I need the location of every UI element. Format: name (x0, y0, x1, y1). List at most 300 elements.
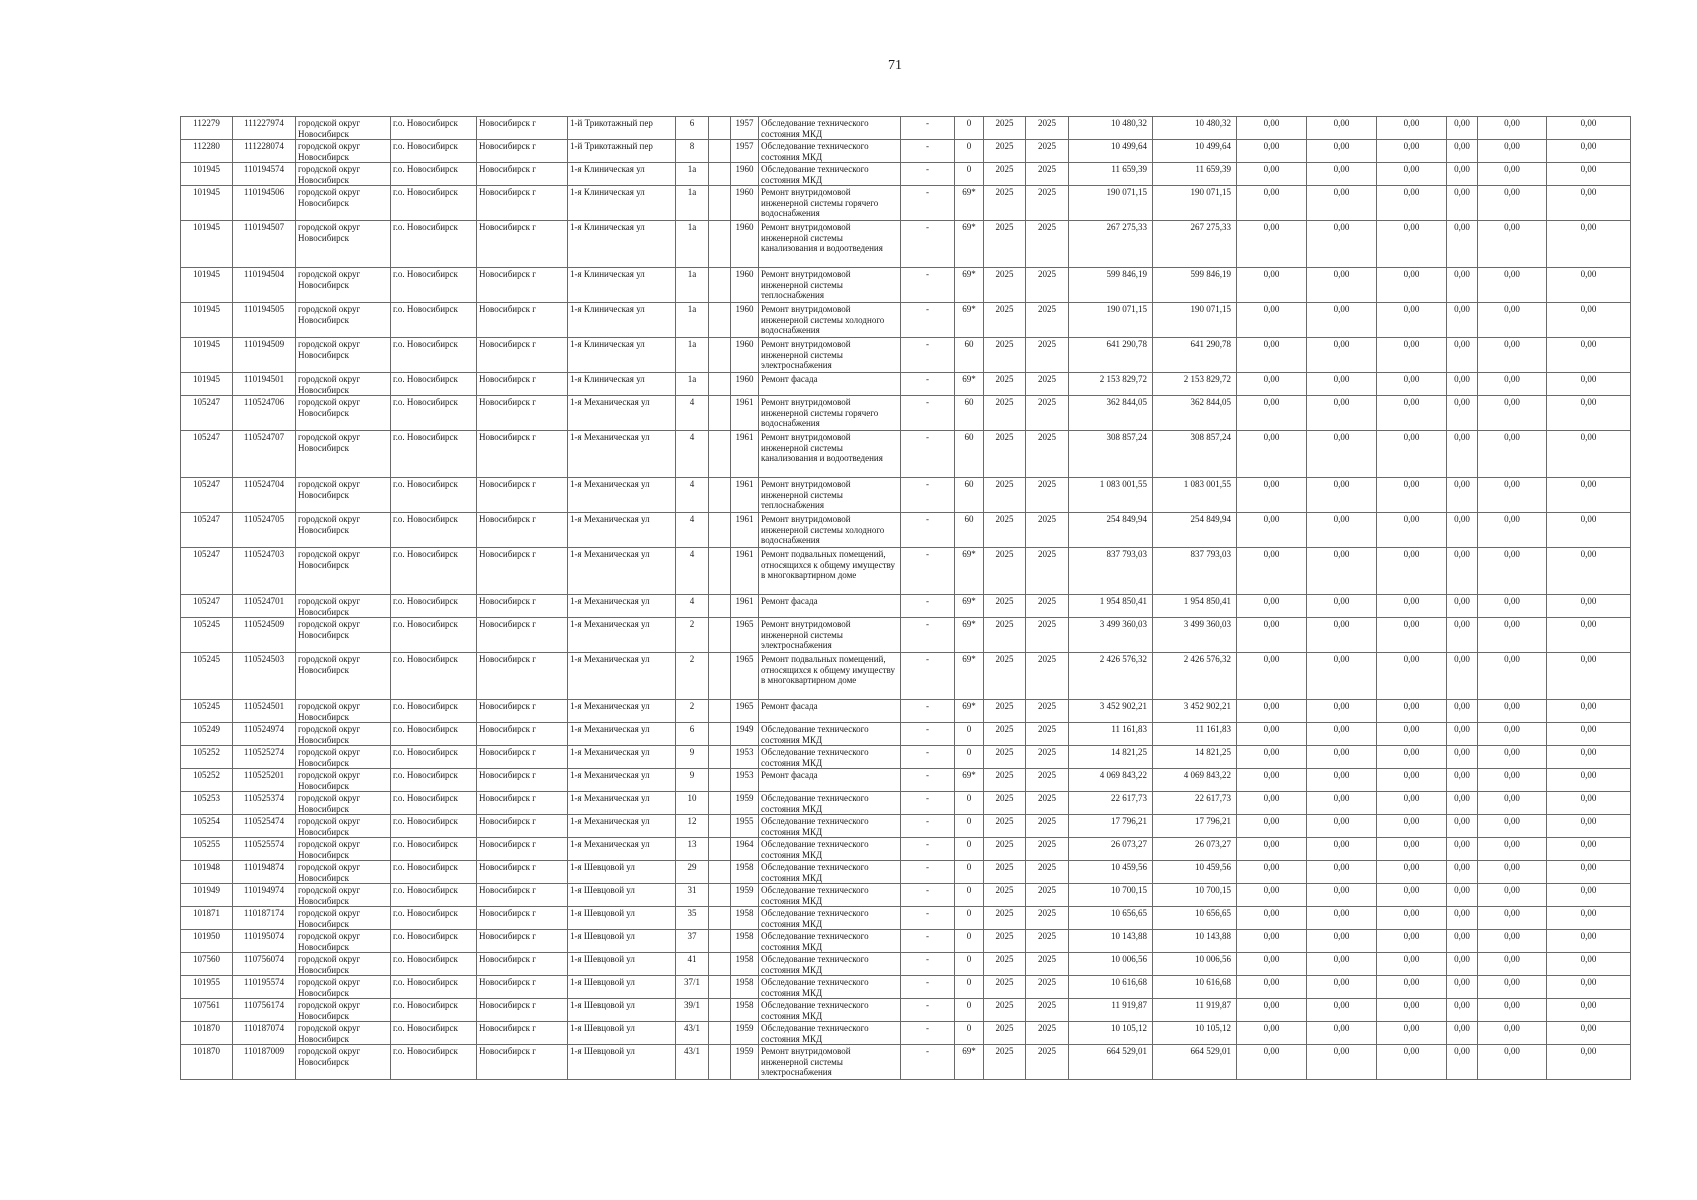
cell-cost-col-5: 0,00 (1377, 303, 1447, 338)
table-row (181, 117, 1631, 140)
table-row (181, 792, 1631, 815)
cell-municipality: городской округ Новосибирск (296, 221, 391, 268)
cell-municipality: городской округ Новосибирск (296, 478, 391, 513)
table-row (181, 1022, 1631, 1045)
cell-cost-col-8: 0,00 (1547, 838, 1631, 861)
cell-cost-col-8: 0,00 (1547, 140, 1631, 163)
cell-cost-col-3: 0,00 (1237, 792, 1307, 815)
cell-cost-col-3: 0,00 (1237, 930, 1307, 953)
cell-total-cost: 362 844,05 (1069, 396, 1153, 431)
cell-municipality: городской округ Новосибирск (296, 700, 391, 723)
cell-cost-fund: 641 290,78 (1153, 338, 1237, 373)
cell-district: г.о. Новосибирск (391, 792, 477, 815)
cell-cost-col-8: 0,00 (1547, 976, 1631, 999)
cell-percent: 69* (955, 618, 984, 653)
cell-building (709, 815, 731, 838)
cell-cost-col-6: 0,00 (1447, 653, 1478, 700)
cell-cost-fund: 267 275,33 (1153, 221, 1237, 268)
cell-percent: 0 (955, 746, 984, 769)
cell-cost-fund: 11 919,87 (1153, 999, 1237, 1022)
cell-locality: Новосибирск г (477, 769, 568, 792)
cell-district: г.о. Новосибирск (391, 513, 477, 548)
cell-house-number: 6 (676, 117, 709, 140)
cell-work-type: Ремонт внутридомовой инженерной системы горячего водоснабжения (759, 396, 901, 431)
cell-cost-fund: 10 616,68 (1153, 976, 1237, 999)
cell-work-id: 110524707 (233, 431, 296, 478)
cell-cost-col-4: 0,00 (1307, 221, 1377, 268)
cell-total-cost: 22 617,73 (1069, 792, 1153, 815)
cell-total-cost: 664 529,01 (1069, 1045, 1153, 1080)
cell-cost-col-4: 0,00 (1307, 653, 1377, 700)
cell-blank-col: - (901, 431, 955, 478)
table-row (181, 186, 1631, 221)
cell-house-number: 1а (676, 268, 709, 303)
cell-building (709, 140, 731, 163)
cell-cost-col-5: 0,00 (1377, 700, 1447, 723)
cell-cost-col-7: 0,00 (1478, 792, 1547, 815)
cell-building (709, 1045, 731, 1080)
cell-district: г.о. Новосибирск (391, 221, 477, 268)
cell-cost-fund: 10 499,64 (1153, 140, 1237, 163)
cell-percent: 0 (955, 838, 984, 861)
cell-locality: Новосибирск г (477, 723, 568, 746)
cell-street: 1-я Клиническая ул (568, 373, 676, 396)
cell-house-id: 105247 (181, 478, 233, 513)
cell-build-year: 1965 (731, 700, 759, 723)
cell-district: г.о. Новосибирск (391, 186, 477, 221)
table-row (181, 861, 1631, 884)
cell-total-cost: 641 290,78 (1069, 338, 1153, 373)
cell-work-type: Ремонт фасада (759, 769, 901, 792)
table-row (181, 303, 1631, 338)
cell-percent: 0 (955, 930, 984, 953)
cell-cost-col-5: 0,00 (1377, 976, 1447, 999)
cell-house-id: 105245 (181, 700, 233, 723)
cell-blank-col: - (901, 303, 955, 338)
cell-total-cost: 10 700,15 (1069, 884, 1153, 907)
cell-locality: Новосибирск г (477, 999, 568, 1022)
cell-district: г.о. Новосибирск (391, 653, 477, 700)
cell-total-cost: 2 153 829,72 (1069, 373, 1153, 396)
cell-building (709, 861, 731, 884)
cell-house-number: 4 (676, 478, 709, 513)
cell-blank-col: - (901, 221, 955, 268)
table-row (181, 838, 1631, 861)
cell-percent: 69* (955, 221, 984, 268)
cell-cost-col-5: 0,00 (1377, 268, 1447, 303)
cell-street: 1-я Шевцовой ул (568, 1022, 676, 1045)
cell-blank-col: - (901, 595, 955, 618)
cell-cost-col-7: 0,00 (1478, 930, 1547, 953)
cell-year-end: 2025 (1026, 396, 1069, 431)
cell-municipality: городской округ Новосибирск (296, 186, 391, 221)
cell-work-type: Ремонт внутридомовой инженерной системы электроснабжения (759, 618, 901, 653)
cell-cost-col-8: 0,00 (1547, 117, 1631, 140)
cell-municipality: городской округ Новосибирск (296, 953, 391, 976)
cell-house-number: 9 (676, 769, 709, 792)
cell-cost-col-4: 0,00 (1307, 478, 1377, 513)
cell-building (709, 117, 731, 140)
cell-work-id: 110525474 (233, 815, 296, 838)
cell-percent: 0 (955, 1022, 984, 1045)
cell-build-year: 1957 (731, 117, 759, 140)
cell-house-id: 105247 (181, 396, 233, 431)
table-row (181, 976, 1631, 999)
table-row (181, 478, 1631, 513)
cell-blank-col: - (901, 186, 955, 221)
cell-year-start: 2025 (984, 338, 1026, 373)
cell-cost-col-5: 0,00 (1377, 513, 1447, 548)
cell-year-end: 2025 (1026, 861, 1069, 884)
table-row (181, 548, 1631, 595)
cell-total-cost: 4 069 843,22 (1069, 769, 1153, 792)
cell-blank-col: - (901, 373, 955, 396)
cell-total-cost: 17 796,21 (1069, 815, 1153, 838)
cell-cost-col-4: 0,00 (1307, 930, 1377, 953)
cell-total-cost: 10 616,68 (1069, 976, 1153, 999)
cell-cost-col-3: 0,00 (1237, 140, 1307, 163)
cell-municipality: городской округ Новосибирск (296, 117, 391, 140)
cell-cost-col-3: 0,00 (1237, 338, 1307, 373)
cell-cost-col-8: 0,00 (1547, 953, 1631, 976)
cell-build-year: 1959 (731, 1045, 759, 1080)
cell-build-year: 1965 (731, 653, 759, 700)
cell-work-id: 110194506 (233, 186, 296, 221)
cell-work-id: 110187074 (233, 1022, 296, 1045)
cell-build-year: 1960 (731, 303, 759, 338)
cell-building (709, 723, 731, 746)
cell-cost-col-3: 0,00 (1237, 861, 1307, 884)
cell-percent: 69* (955, 769, 984, 792)
cell-work-type: Обследование технического состояния МКД (759, 746, 901, 769)
cell-house-number: 43/1 (676, 1022, 709, 1045)
cell-street: 1-я Клиническая ул (568, 221, 676, 268)
cell-blank-col: - (901, 268, 955, 303)
cell-cost-col-8: 0,00 (1547, 999, 1631, 1022)
cell-building (709, 769, 731, 792)
cell-year-end: 2025 (1026, 431, 1069, 478)
cell-locality: Новосибирск г (477, 861, 568, 884)
cell-work-type: Обследование технического состояния МКД (759, 999, 901, 1022)
cell-building (709, 338, 731, 373)
cell-work-id: 110524706 (233, 396, 296, 431)
cell-blank-col: - (901, 838, 955, 861)
cell-work-type: Обследование технического состояния МКД (759, 884, 901, 907)
cell-cost-col-3: 0,00 (1237, 746, 1307, 769)
cell-work-id: 110524509 (233, 618, 296, 653)
cell-percent: 0 (955, 953, 984, 976)
cell-blank-col: - (901, 140, 955, 163)
cell-street: 1-я Механическая ул (568, 431, 676, 478)
cell-house-number: 4 (676, 431, 709, 478)
cell-total-cost: 10 143,88 (1069, 930, 1153, 953)
cell-work-id: 110524503 (233, 653, 296, 700)
cell-house-number: 2 (676, 700, 709, 723)
table-row (181, 338, 1631, 373)
cell-year-end: 2025 (1026, 513, 1069, 548)
cell-street: 1-я Шевцовой ул (568, 884, 676, 907)
cell-cost-col-6: 0,00 (1447, 746, 1478, 769)
cell-house-id: 112280 (181, 140, 233, 163)
cell-cost-col-4: 0,00 (1307, 792, 1377, 815)
cell-cost-col-3: 0,00 (1237, 976, 1307, 999)
cell-cost-fund: 190 071,15 (1153, 303, 1237, 338)
page-number: 71 (888, 58, 902, 73)
cell-cost-col-4: 0,00 (1307, 117, 1377, 140)
cell-year-end: 2025 (1026, 723, 1069, 746)
cell-cost-col-4: 0,00 (1307, 268, 1377, 303)
cell-house-id: 105254 (181, 815, 233, 838)
cell-work-id: 110195074 (233, 930, 296, 953)
cell-cost-col-7: 0,00 (1478, 513, 1547, 548)
cell-blank-col: - (901, 999, 955, 1022)
cell-house-number: 4 (676, 513, 709, 548)
cell-cost-col-3: 0,00 (1237, 907, 1307, 930)
cell-year-end: 2025 (1026, 653, 1069, 700)
cell-building (709, 653, 731, 700)
cell-house-number: 1а (676, 373, 709, 396)
cell-building (709, 163, 731, 186)
cell-house-number: 41 (676, 953, 709, 976)
cell-house-id: 101945 (181, 186, 233, 221)
cell-percent: 0 (955, 723, 984, 746)
cell-cost-col-5: 0,00 (1377, 1045, 1447, 1080)
cell-cost-col-6: 0,00 (1447, 338, 1478, 373)
cell-district: г.о. Новосибирск (391, 907, 477, 930)
cell-cost-col-6: 0,00 (1447, 1045, 1478, 1080)
cell-cost-col-7: 0,00 (1478, 431, 1547, 478)
cell-building (709, 838, 731, 861)
cell-blank-col: - (901, 815, 955, 838)
cell-cost-col-7: 0,00 (1478, 1045, 1547, 1080)
cell-cost-col-6: 0,00 (1447, 595, 1478, 618)
cell-year-end: 2025 (1026, 140, 1069, 163)
cell-cost-fund: 190 071,15 (1153, 186, 1237, 221)
cell-cost-col-5: 0,00 (1377, 792, 1447, 815)
cell-street: 1-я Механическая ул (568, 838, 676, 861)
cell-house-id: 101950 (181, 930, 233, 953)
cell-build-year: 1958 (731, 953, 759, 976)
cell-total-cost: 3 499 360,03 (1069, 618, 1153, 653)
cell-year-start: 2025 (984, 723, 1026, 746)
cell-house-number: 31 (676, 884, 709, 907)
cell-district: г.о. Новосибирск (391, 373, 477, 396)
cell-cost-col-6: 0,00 (1447, 792, 1478, 815)
cell-cost-col-3: 0,00 (1237, 548, 1307, 595)
cell-cost-col-3: 0,00 (1237, 478, 1307, 513)
cell-percent: 69* (955, 548, 984, 595)
cell-percent: 69* (955, 700, 984, 723)
cell-cost-col-7: 0,00 (1478, 595, 1547, 618)
cell-cost-col-8: 0,00 (1547, 792, 1631, 815)
cell-year-start: 2025 (984, 792, 1026, 815)
table-row (181, 746, 1631, 769)
cell-work-type: Ремонт внутридомовой инженерной системы холодного водоснабжения (759, 513, 901, 548)
cell-year-start: 2025 (984, 548, 1026, 595)
cell-cost-col-7: 0,00 (1478, 163, 1547, 186)
cell-cost-col-7: 0,00 (1478, 221, 1547, 268)
cell-year-start: 2025 (984, 953, 1026, 976)
cell-district: г.о. Новосибирск (391, 884, 477, 907)
cell-cost-col-5: 0,00 (1377, 396, 1447, 431)
cell-municipality: городской округ Новосибирск (296, 815, 391, 838)
cell-blank-col: - (901, 792, 955, 815)
cell-municipality: городской округ Новосибирск (296, 373, 391, 396)
cell-cost-col-8: 0,00 (1547, 595, 1631, 618)
cell-cost-col-6: 0,00 (1447, 884, 1478, 907)
cell-cost-col-8: 0,00 (1547, 396, 1631, 431)
cell-cost-col-3: 0,00 (1237, 1045, 1307, 1080)
cell-house-id: 105252 (181, 769, 233, 792)
table-row (181, 221, 1631, 268)
cell-year-start: 2025 (984, 838, 1026, 861)
cell-house-id: 101955 (181, 976, 233, 999)
cell-street: 1-я Механическая ул (568, 723, 676, 746)
cell-blank-col: - (901, 976, 955, 999)
cell-cost-col-6: 0,00 (1447, 723, 1478, 746)
cell-cost-col-8: 0,00 (1547, 746, 1631, 769)
cell-street: 1-я Механическая ул (568, 700, 676, 723)
cell-locality: Новосибирск г (477, 953, 568, 976)
cell-year-start: 2025 (984, 163, 1026, 186)
table-row (181, 953, 1631, 976)
cell-district: г.о. Новосибирск (391, 431, 477, 478)
cell-work-id: 110756174 (233, 999, 296, 1022)
cell-build-year: 1958 (731, 999, 759, 1022)
cell-district: г.о. Новосибирск (391, 746, 477, 769)
cell-street: 1-я Клиническая ул (568, 338, 676, 373)
cell-cost-col-3: 0,00 (1237, 884, 1307, 907)
cell-year-end: 2025 (1026, 163, 1069, 186)
cell-house-id: 105253 (181, 792, 233, 815)
cell-build-year: 1949 (731, 723, 759, 746)
cell-cost-col-7: 0,00 (1478, 338, 1547, 373)
cell-percent: 60 (955, 396, 984, 431)
cell-cost-col-8: 0,00 (1547, 1022, 1631, 1045)
cell-cost-col-8: 0,00 (1547, 618, 1631, 653)
cell-cost-fund: 10 006,56 (1153, 953, 1237, 976)
cell-cost-col-3: 0,00 (1237, 595, 1307, 618)
cell-cost-col-7: 0,00 (1478, 373, 1547, 396)
cell-year-end: 2025 (1026, 976, 1069, 999)
cell-street: 1-я Шевцовой ул (568, 861, 676, 884)
cell-house-number: 37/1 (676, 976, 709, 999)
cell-blank-col: - (901, 163, 955, 186)
cell-street: 1-я Шевцовой ул (568, 1045, 676, 1080)
cell-work-type: Ремонт фасада (759, 595, 901, 618)
cell-street: 1-я Механическая ул (568, 653, 676, 700)
cell-district: г.о. Новосибирск (391, 303, 477, 338)
cell-work-type: Ремонт внутридомовой инженерной системы канализования и водоотведения (759, 431, 901, 478)
cell-house-id: 105255 (181, 838, 233, 861)
cell-cost-fund: 1 083 001,55 (1153, 478, 1237, 513)
cell-cost-col-4: 0,00 (1307, 700, 1377, 723)
cell-house-number: 1а (676, 186, 709, 221)
cell-cost-fund: 599 846,19 (1153, 268, 1237, 303)
table-row (181, 815, 1631, 838)
cell-cost-col-7: 0,00 (1478, 953, 1547, 976)
cell-build-year: 1958 (731, 861, 759, 884)
cell-cost-col-8: 0,00 (1547, 303, 1631, 338)
cell-cost-fund: 17 796,21 (1153, 815, 1237, 838)
cell-year-start: 2025 (984, 186, 1026, 221)
cell-work-type: Ремонт внутридомовой инженерной системы холодного водоснабжения (759, 303, 901, 338)
cell-cost-fund: 3 452 902,21 (1153, 700, 1237, 723)
cell-cost-col-6: 0,00 (1447, 618, 1478, 653)
cell-cost-col-4: 0,00 (1307, 163, 1377, 186)
cell-cost-col-5: 0,00 (1377, 838, 1447, 861)
cell-district: г.о. Новосибирск (391, 930, 477, 953)
cell-year-end: 2025 (1026, 117, 1069, 140)
cell-district: г.о. Новосибирск (391, 1022, 477, 1045)
cell-cost-col-7: 0,00 (1478, 884, 1547, 907)
cell-percent: 0 (955, 999, 984, 1022)
cell-house-id: 105249 (181, 723, 233, 746)
cell-work-id: 110187174 (233, 907, 296, 930)
cell-work-id: 110524703 (233, 548, 296, 595)
cell-year-end: 2025 (1026, 186, 1069, 221)
cell-locality: Новосибирск г (477, 930, 568, 953)
cell-percent: 69* (955, 186, 984, 221)
cell-work-id: 110524701 (233, 595, 296, 618)
cell-street: 1-й Трикотажный пер (568, 117, 676, 140)
cell-district: г.о. Новосибирск (391, 618, 477, 653)
cell-house-number: 1а (676, 221, 709, 268)
cell-locality: Новосибирск г (477, 140, 568, 163)
cell-year-start: 2025 (984, 513, 1026, 548)
cell-cost-col-8: 0,00 (1547, 815, 1631, 838)
cell-cost-col-5: 0,00 (1377, 163, 1447, 186)
cell-cost-col-6: 0,00 (1447, 769, 1478, 792)
cell-cost-col-7: 0,00 (1478, 396, 1547, 431)
cell-build-year: 1953 (731, 746, 759, 769)
cell-locality: Новосибирск г (477, 163, 568, 186)
cell-cost-col-6: 0,00 (1447, 838, 1478, 861)
cell-building (709, 746, 731, 769)
cell-cost-fund: 4 069 843,22 (1153, 769, 1237, 792)
cell-house-id: 101945 (181, 268, 233, 303)
cell-municipality: городской округ Новосибирск (296, 769, 391, 792)
cell-locality: Новосибирск г (477, 700, 568, 723)
table-row (181, 930, 1631, 953)
cell-cost-col-3: 0,00 (1237, 700, 1307, 723)
cell-percent: 0 (955, 140, 984, 163)
cell-cost-fund: 664 529,01 (1153, 1045, 1237, 1080)
cell-cost-fund: 10 459,56 (1153, 861, 1237, 884)
cell-cost-col-6: 0,00 (1447, 930, 1478, 953)
cell-locality: Новосибирск г (477, 268, 568, 303)
cell-work-type: Ремонт подвальных помещений, относящихся к общему имуществу в многоквартирном доме (759, 653, 901, 700)
cell-work-type: Ремонт внутридомовой инженерной системы электроснабжения (759, 338, 901, 373)
cell-district: г.о. Новосибирск (391, 700, 477, 723)
cell-cost-col-8: 0,00 (1547, 884, 1631, 907)
cell-blank-col: - (901, 907, 955, 930)
cell-percent: 0 (955, 884, 984, 907)
cell-building (709, 513, 731, 548)
cell-work-type: Обследование технического состояния МКД (759, 815, 901, 838)
cell-cost-col-5: 0,00 (1377, 373, 1447, 396)
cell-district: г.о. Новосибирск (391, 769, 477, 792)
cell-cost-col-6: 0,00 (1447, 117, 1478, 140)
cell-cost-col-7: 0,00 (1478, 723, 1547, 746)
cell-district: г.о. Новосибирск (391, 478, 477, 513)
cell-house-id: 105245 (181, 618, 233, 653)
cell-cost-fund: 10 480,32 (1153, 117, 1237, 140)
cell-district: г.о. Новосибирск (391, 117, 477, 140)
capital-repair-table (180, 116, 1631, 1080)
cell-district: г.о. Новосибирск (391, 338, 477, 373)
cell-cost-col-6: 0,00 (1447, 373, 1478, 396)
